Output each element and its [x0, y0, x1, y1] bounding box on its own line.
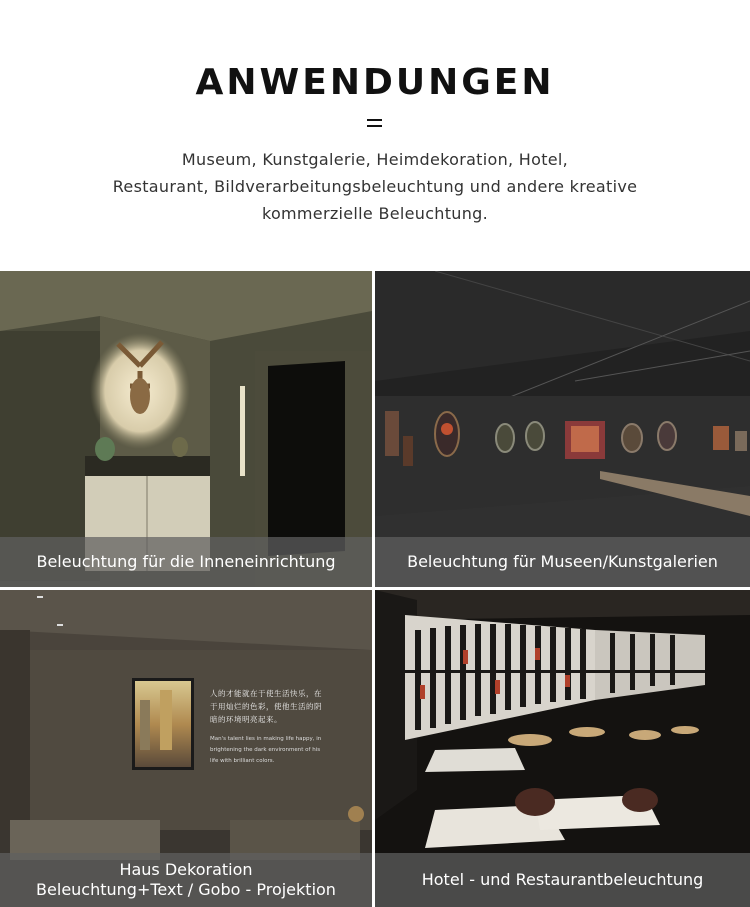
description-line: Restaurant, Bildverarbeitungsbeleuchtung und andere kreative	[112, 177, 638, 196]
caption-line: Hotel - und Restaurantbeleuchtung	[421, 870, 704, 889]
caption-line: Beleuchtung für Museen/Kunstgalerien	[407, 552, 718, 571]
tile-home-decoration[interactable]	[0, 590, 372, 907]
page-title: ANWENDUNGEN	[195, 62, 555, 103]
wall-text-english	[210, 734, 330, 767]
wall-text-projection	[210, 687, 330, 767]
tile-interior[interactable]	[0, 271, 372, 587]
tile-caption	[0, 853, 372, 907]
tile-caption	[0, 537, 372, 587]
description	[75, 146, 675, 227]
tile-museum[interactable]	[375, 271, 750, 587]
wall-text-line: life with brilliant colors.	[210, 758, 275, 764]
wall-text-line: Man's talent lies in making life happy, in	[210, 736, 322, 742]
tile-hotel-restaurant[interactable]	[375, 590, 750, 907]
description-line: Museum, Kunstgalerie, Heimdekoration, Hotel,	[181, 150, 569, 169]
wall-text-line: 于用灿烂的色彩，使他生活的阴	[210, 702, 322, 711]
tile-caption	[375, 853, 750, 907]
header-section	[0, 0, 750, 271]
equals-divider-icon	[367, 119, 382, 127]
wall-text-line: 人的才能就在于使生活快乐，在	[210, 689, 322, 698]
caption-line: Haus Dekoration	[119, 860, 253, 879]
wall-text-line: 暗的环境明亮起来。	[210, 715, 282, 724]
description-line: kommerzielle Beleuchtung.	[261, 204, 489, 223]
tile-caption	[375, 537, 750, 587]
caption-line: Beleuchtung für die Inneneinrichtung	[36, 552, 336, 571]
caption-line: Beleuchtung+Text / Gobo - Projektion	[36, 880, 336, 899]
wall-text-chinese	[210, 687, 330, 726]
wall-text-line: brightening the dark environment of his	[210, 747, 321, 753]
